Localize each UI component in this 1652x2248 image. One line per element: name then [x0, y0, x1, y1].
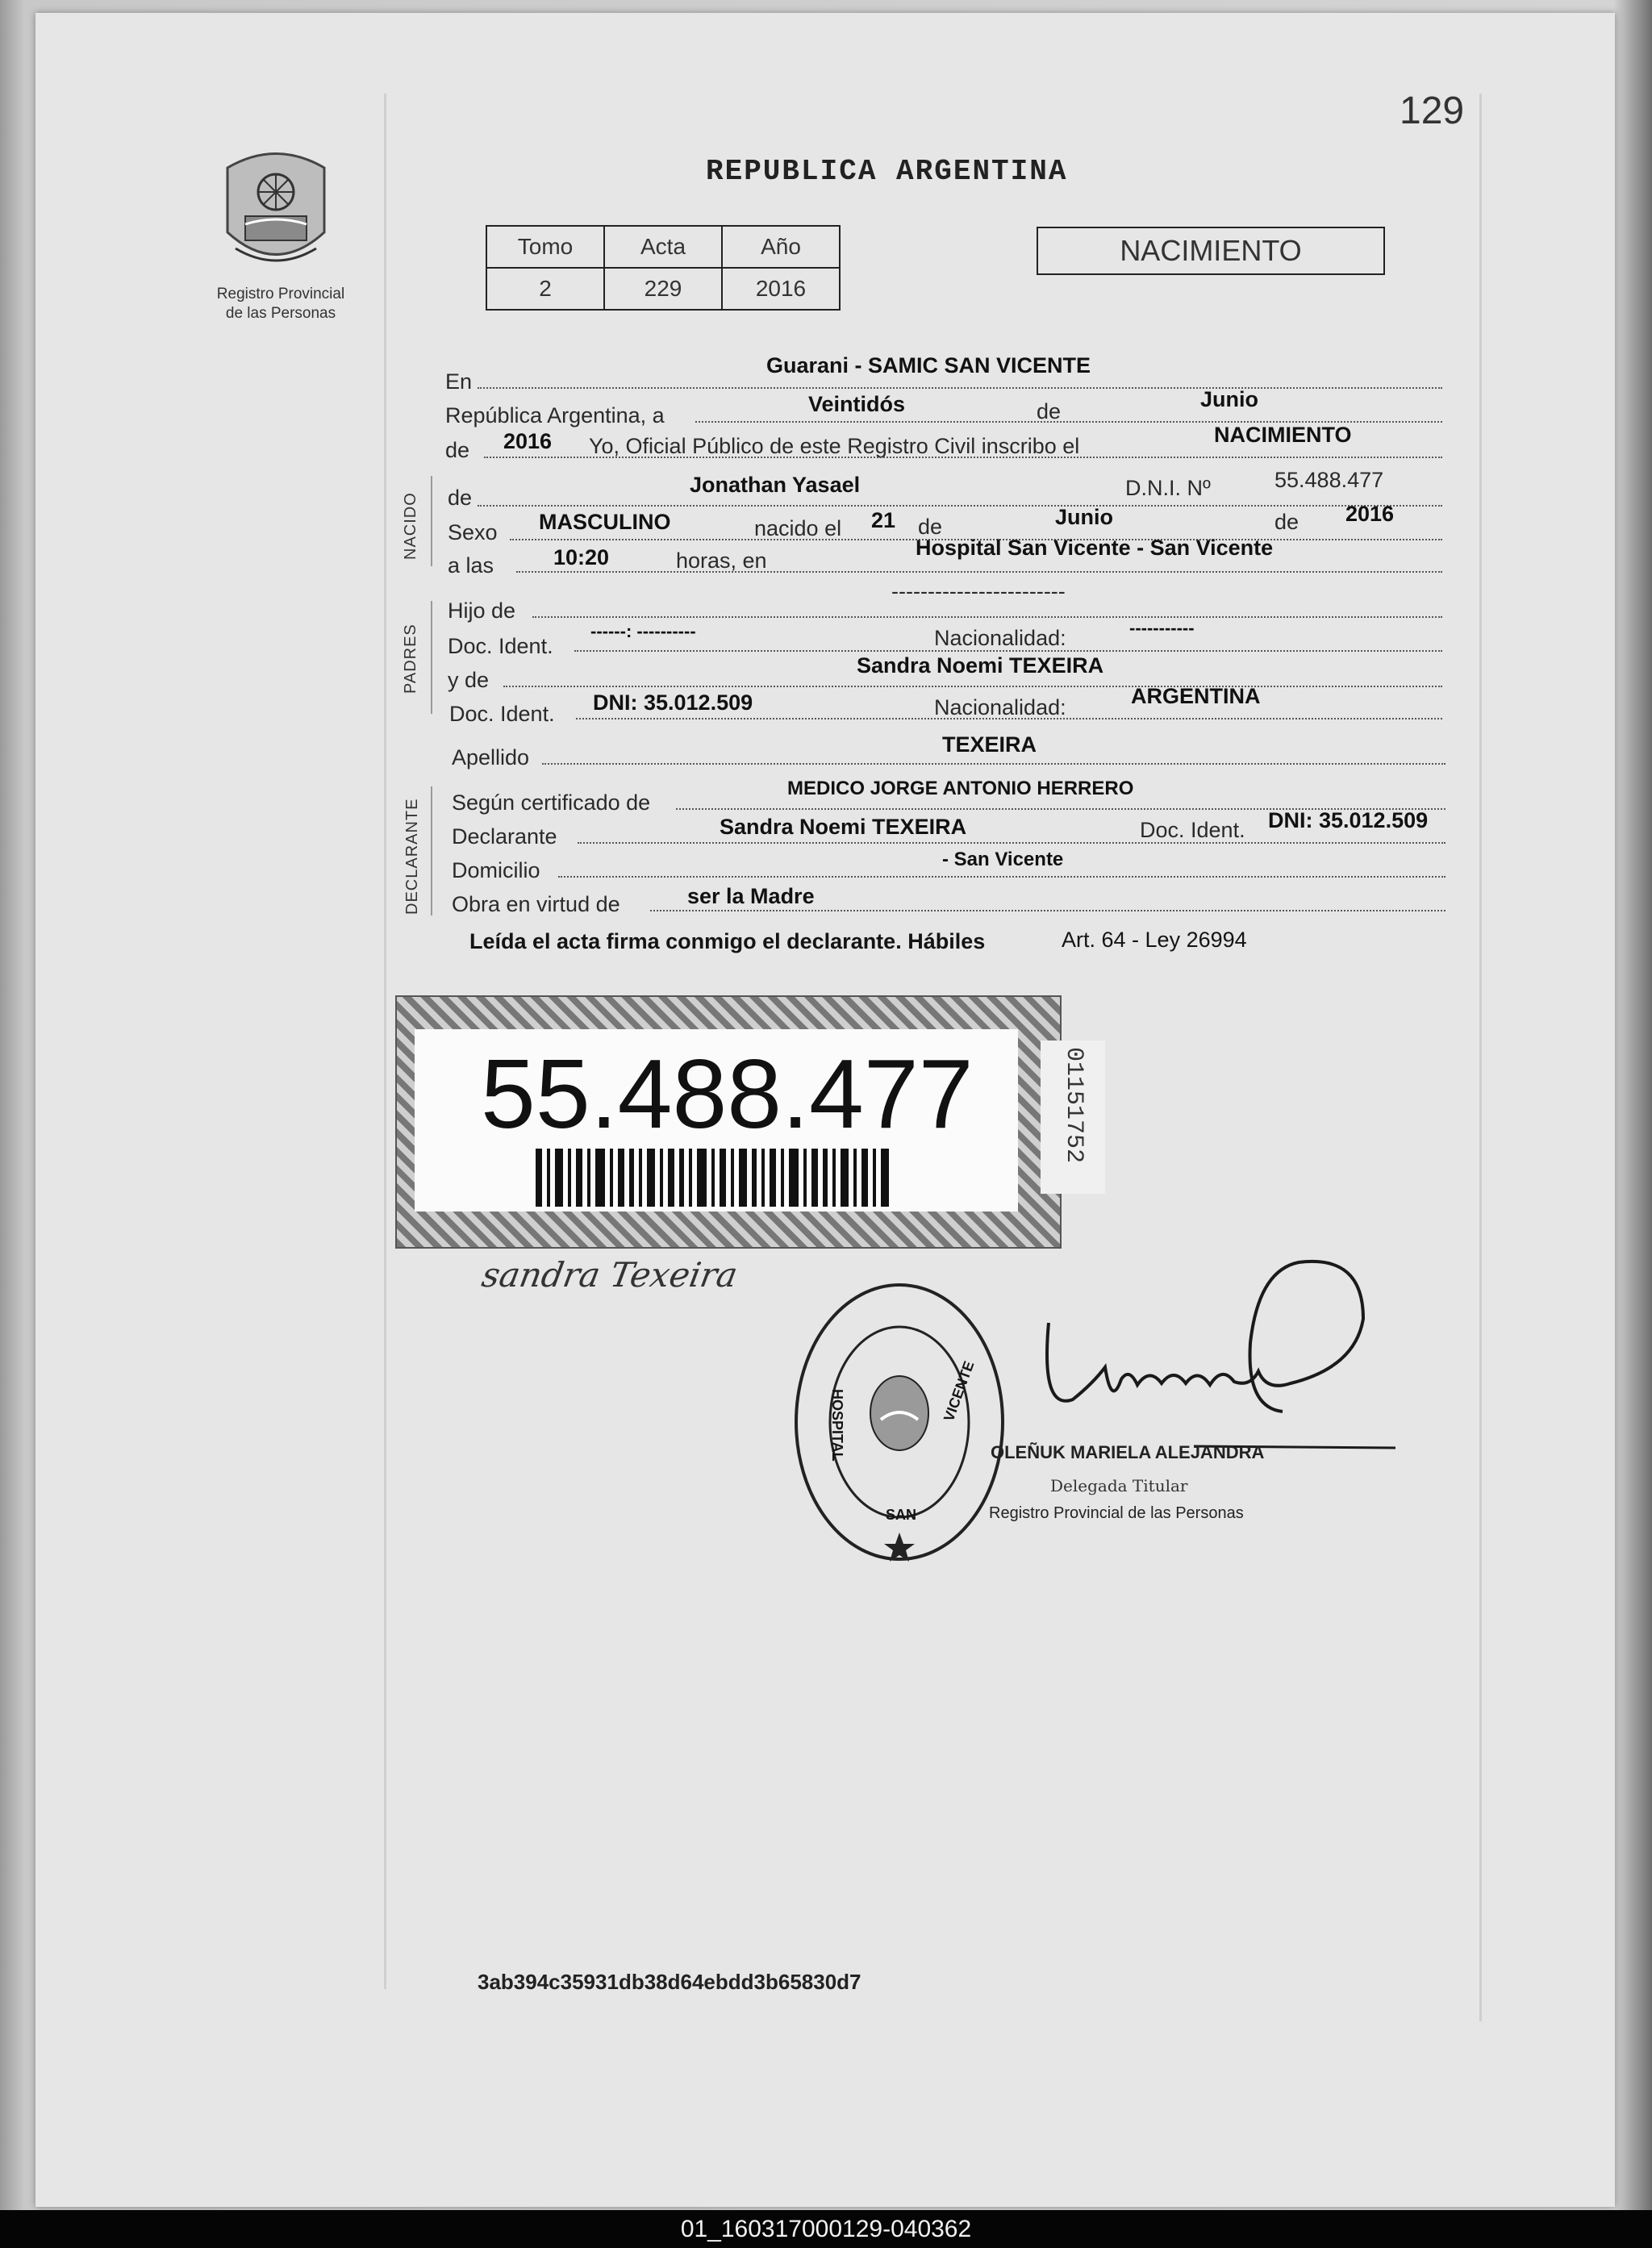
- table-header-acta: Acta: [604, 226, 722, 268]
- label-de-mes: de: [918, 515, 943, 539]
- label-white-area: [415, 1029, 1018, 1212]
- label-nacido-el: nacido el: [754, 516, 842, 540]
- logo-caption-line1: Registro Provincial: [216, 286, 345, 302]
- label-segun-certificado: Según certificado de: [452, 790, 651, 815]
- dotted-line: [484, 457, 1442, 458]
- record-type-box: NACIMIENTO: [1037, 227, 1385, 275]
- logo-caption-line2: de las Personas: [225, 305, 336, 322]
- dotted-line: [516, 571, 1442, 573]
- dotted-line: [478, 387, 1442, 389]
- value-apellido: TEXEIRA: [942, 732, 1037, 757]
- value-lugar-registro: Guarani - SAMIC SAN VICENTE: [766, 353, 1091, 377]
- declarant-signature: sandra Texeira: [478, 1255, 741, 1295]
- table-header-tomo: Tomo: [486, 226, 604, 268]
- label-yo-oficial: Yo, Oficial Público de este Registro Civil inscribo el: [589, 434, 1080, 458]
- value-anio-inscripcion: 2016: [503, 429, 553, 453]
- official-signature: [1016, 1246, 1404, 1464]
- value-hora: 10:20: [553, 545, 610, 569]
- dotted-line: [542, 763, 1446, 765]
- label-horas-en: horas, en: [676, 548, 767, 573]
- value-padre: ------------------------: [891, 579, 1066, 603]
- id-number-label: [395, 995, 1062, 1249]
- value-doc-madre: DNI: 35.012.509: [593, 690, 753, 715]
- value-nacionalidad-madre: ARGENTINA: [1131, 684, 1261, 708]
- left-margin-rule: [384, 94, 386, 1989]
- label-doc-ident-padre: Doc. Ident.: [448, 634, 553, 658]
- article-reference: Art. 64 - Ley 26994: [1062, 928, 1247, 952]
- dotted-line: [558, 876, 1446, 878]
- seal-text-vicente: VICENTE: [941, 1358, 978, 1424]
- label-en: En: [445, 369, 473, 394]
- value-doc-declarante: DNI: 35.012.509: [1268, 808, 1429, 832]
- section-brace: [431, 786, 432, 915]
- tomo-acta-table: [486, 225, 841, 311]
- value-dni-nacido: 55.488.477: [1274, 468, 1384, 492]
- dotted-line: [503, 686, 1442, 687]
- label-de-nombre: de: [448, 486, 473, 510]
- scan-file-id: 01_160317000129-040362: [680, 2216, 972, 2242]
- seal-text-hospital: HOSPITAL: [829, 1389, 845, 1462]
- label-y-de: y de: [448, 668, 490, 692]
- official-position: Delegada Titular: [1050, 1476, 1188, 1495]
- page-number: 129: [1400, 90, 1465, 132]
- value-declarante: Sandra Noemi TEXEIRA: [720, 815, 967, 839]
- official-registry: Registro Provincial de las Personas: [989, 1504, 1244, 1522]
- section-label-nacido: NACIDO: [402, 492, 419, 560]
- table-header-anio: Año: [722, 226, 840, 268]
- value-dia-nacimiento: 21: [871, 508, 896, 532]
- right-margin-rule: [1479, 94, 1482, 2021]
- label-dni: D.N.I. Nº: [1125, 476, 1211, 500]
- label-hijo-de: Hijo de: [448, 598, 516, 623]
- section-brace: [431, 476, 432, 566]
- section-brace: [431, 601, 432, 714]
- label-apellido: Apellido: [452, 745, 530, 769]
- serial-number: 01151752: [1060, 1047, 1087, 1164]
- label-republica: República Argentina, a: [445, 403, 665, 427]
- label-doc-ident-declarante: Doc. Ident.: [1140, 818, 1245, 842]
- value-lugar-nacimiento: Hospital San Vicente - San Vicente: [916, 536, 1274, 560]
- leida-statement: Leída el acta firma conmigo el declarante. Hábiles: [469, 929, 986, 953]
- province-logo: [211, 144, 340, 281]
- document-title: REPUBLICA ARGENTINA: [706, 155, 1068, 188]
- value-doc-padre: ------: ----------: [590, 621, 696, 641]
- oval-seal-icon: [791, 1276, 1008, 1568]
- label-nacionalidad-padre: Nacionalidad:: [934, 626, 1066, 650]
- value-nombre-nacido: Jonathan Yasael: [690, 473, 861, 497]
- dotted-line: [532, 616, 1442, 618]
- table-value-anio: 2016: [722, 268, 840, 310]
- seal-text-san: SAN: [886, 1507, 917, 1523]
- section-label-declarante: DECLARANTE: [403, 798, 421, 915]
- dotted-line: [650, 910, 1446, 911]
- document-hash: 3ab394c35931db38d64ebdd3b65830d7: [478, 1970, 861, 1994]
- label-doc-ident-madre: Doc. Ident.: [449, 702, 555, 726]
- serial-number-tag: [1041, 1041, 1105, 1194]
- label-de: de: [1037, 399, 1062, 423]
- value-obra-en-virtud: ser la Madre: [687, 884, 815, 908]
- value-nacionalidad-padre: -----------: [1129, 618, 1195, 638]
- label-declarante: Declarante: [452, 824, 557, 849]
- label-id-number: 55.488.477: [481, 1039, 974, 1149]
- label-de2: de: [445, 438, 470, 462]
- label-a-las: a las: [448, 553, 494, 578]
- registry-seal: [791, 1276, 1008, 1568]
- value-anio-nacimiento: 2016: [1345, 502, 1395, 526]
- value-sexo: MASCULINO: [539, 510, 671, 534]
- table-value-acta: 229: [604, 268, 722, 310]
- dotted-line: [578, 842, 1446, 844]
- value-tipo-inscripcion: NACIMIENTO: [1214, 423, 1352, 447]
- label-de-anio: de: [1274, 510, 1299, 534]
- value-mes-inscripcion: Junio: [1200, 387, 1258, 411]
- value-domicilio: - San Vicente: [942, 849, 1064, 870]
- label-obra-en-virtud: Obra en virtud de: [452, 892, 620, 916]
- table-value-tomo: 2: [486, 268, 604, 310]
- section-label-padres: PADRES: [402, 624, 419, 694]
- label-sexo: Sexo: [448, 520, 498, 544]
- value-certificado-medico: MEDICO JORGE ANTONIO HERRERO: [787, 778, 1134, 799]
- barcode-icon: [536, 1149, 891, 1207]
- coat-of-arms-icon: [211, 144, 340, 281]
- scan-footer-bar: [0, 2210, 1652, 2248]
- label-nacionalidad-madre: Nacionalidad:: [934, 695, 1066, 719]
- value-mes-nacimiento: Junio: [1055, 505, 1113, 529]
- label-domicilio: Domicilio: [452, 858, 540, 882]
- value-madre: Sandra Noemi TEXEIRA: [857, 653, 1104, 678]
- value-dia-inscripcion: Veintidós: [808, 392, 906, 416]
- dotted-line: [478, 505, 1442, 507]
- official-name: OLEÑUK MARIELA ALEJANDRA: [991, 1442, 1265, 1462]
